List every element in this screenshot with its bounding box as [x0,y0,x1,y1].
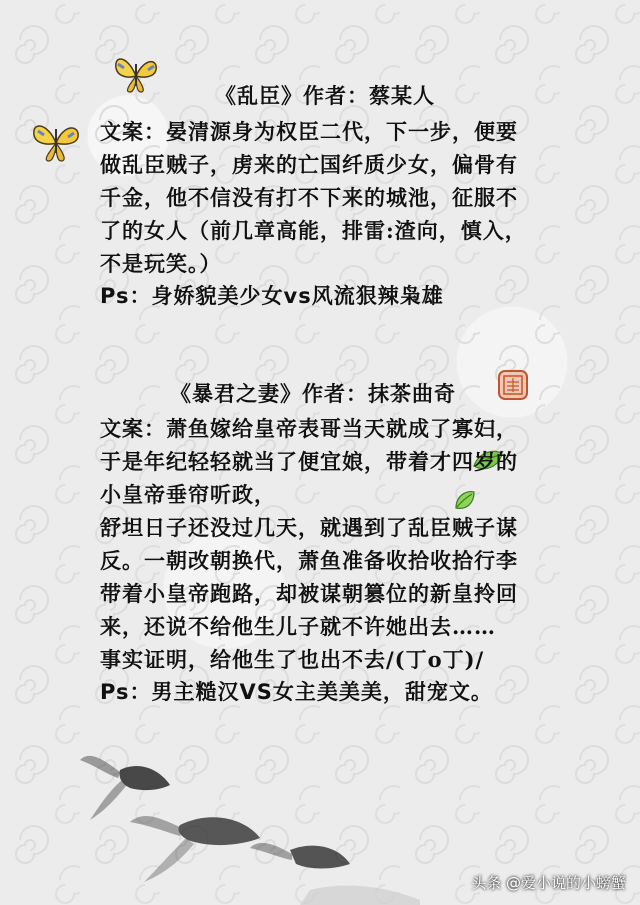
synopsis-line: 舒坦日子还没过几天，就遇到了乱臣贼子谋 [100,515,518,540]
synopsis-line: 做乱臣贼子，虏来的亡国纤质少女，偏骨有 [100,152,518,177]
book1-title: 《乱臣》作者：蔡某人 [215,83,435,108]
synopsis-line: 了的女人（前几章高能，排雷:渣向，慎入， [100,218,527,243]
butterfly-icon [110,50,162,98]
synopsis-line: 于是年纪轻轻就当了便宜娘，带着才四岁的 [100,449,518,474]
goldfish-ink-painting [60,730,420,905]
seal-stamp-icon [496,368,530,402]
ps-line: Ps：男主糙汉VS女主美美美，甜宠文。 [100,680,493,704]
synopsis-line: 小皇帝垂帘听政， [100,482,276,507]
ps-line: Ps：身娇貌美少女vs风流狠辣枭雄 [100,284,444,308]
butterfly-icon [28,115,84,167]
book2-title: 《暴君之妻》作者：抹茶曲奇 [170,381,456,406]
synopsis-line: 不是玩笑。） [100,251,222,276]
book1-synopsis [100,115,620,313]
synopsis-line: 文案：萧鱼嫁给皇帝表哥当天就成了寡妇， [100,416,518,441]
synopsis-line: 文案：晏清源身为权臣二代，下一步，便要 [100,119,518,144]
synopsis-line: 千金，他不信没有打不下来的城池，征服不 [100,185,518,210]
synopsis-line: 反。一朝改朝换代，萧鱼准备收拾收拾行李 [100,548,518,573]
synopsis-line: 来，还说不给他生儿子就不许她出去…… [100,614,496,639]
book2-synopsis [100,412,620,709]
watermark: 头条 @爱小说的小螃蟹 [471,874,626,892]
synopsis-line: 带着小皇帝跑路，却被谋朝篡位的新皇拎回 [100,581,518,606]
synopsis-line: 事实证明，给他生了也出不去/(丁o丁)/ [100,647,485,672]
